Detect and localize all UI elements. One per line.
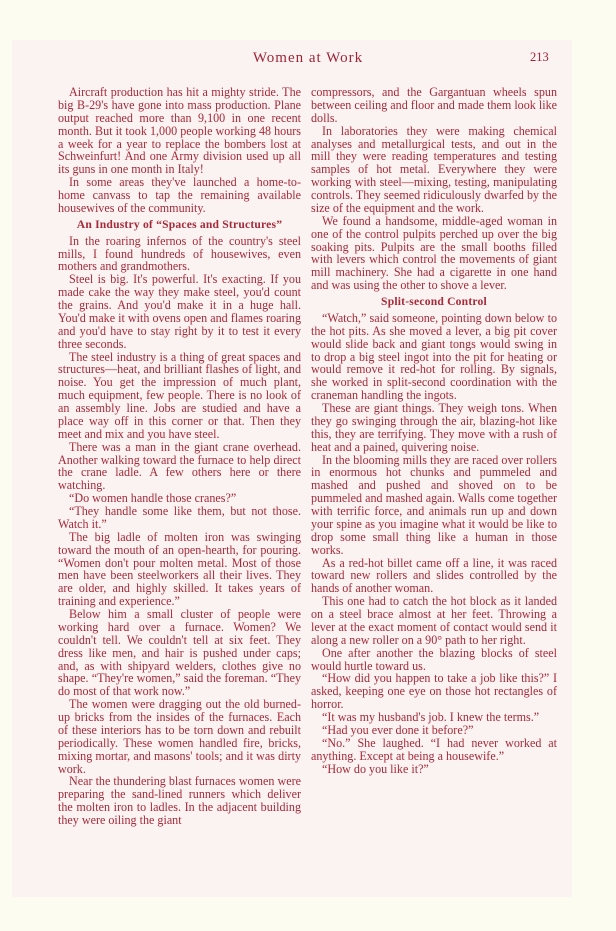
paragraph: The women were dragging out the old burned-up bricks from the insides of the furnaces. Each of these interiors has to be torn down and rebuilt periodically. These women handled fire, bricks, mixing mortar, and masons' tools; and it was dirty work. bbox=[58, 697, 301, 776]
paragraph: “How did you happen to take a job like this?” I asked, keeping one eye on those hot rectangles of horror. bbox=[311, 671, 557, 712]
paragraph: Below him a small cluster of people were working hard over a furnace. Women? We couldn't tell. We couldn't tell at six feet. They dress like men, and hair is pushed under caps; and, as with shipyard welders, clothes give no shape. “They're women,” said the foreman. “They do most of that work now.” bbox=[58, 607, 301, 699]
paragraph: In some areas they've launched a home-to-home canvass to tap the remaining available housewives of the community. bbox=[58, 175, 301, 215]
paragraph: The steel industry is a thing of great spaces and structures—heat, and brilliant flashes of light, and noise. You get the impression of much plant, much equipment, few people. There is no look of an assembly line. Jobs are studied and have a place way off in this corner or that. Then they meet and mix and you have steel. bbox=[58, 349, 301, 441]
paragraph: “No.” She laughed. “I had never worked at anything. Except at being a housewife.” bbox=[311, 735, 557, 763]
page-number: 213 bbox=[530, 50, 549, 64]
paragraph: Steel is big. It's powerful. It's exacting. If you made cake the way they make steel, you'd count the grains. And you'd make it in a huge hall. You'd make it with ovens open and flames roaring and you'd have to stay right by it to test it every three seconds. bbox=[58, 272, 301, 351]
paragraph: Near the thundering blast furnaces women were preparing the sand-lined runners which deliver the molten iron to ladles. In the adjacent building they were oiling the giant bbox=[58, 774, 301, 827]
running-title: Women at Work bbox=[252, 50, 364, 66]
section-heading: Split-second Control bbox=[381, 295, 487, 308]
paragraph: These are giant things. They weigh tons. When they go swinging through the air, blazing-hot like this, they are terrifying. They move with a rush of heat and a pained, quivering noise. bbox=[311, 401, 557, 454]
paragraph: This one had to catch the hot block as it landed on a steel brace almost at her feet. Throwing a lever at the exact moment of contact would send it along a new roller on a 90° path to her right. bbox=[311, 594, 557, 647]
running-head bbox=[0, 50, 616, 70]
right-column bbox=[311, 86, 557, 775]
paragraph: compressors, and the Gargantuan wheels spun between ceiling and floor and made them look like dolls. bbox=[311, 85, 557, 125]
paragraph: “It was my husband's job. I knew the terms.” bbox=[322, 710, 540, 724]
paragraph: “How do you like it?” bbox=[322, 761, 429, 776]
paragraph: In laboratories they were making chemical analyses and metallurgical tests, and out in the mill they were reading temperatures and testing samples of hot metal. Everywhere they were working with steel—mixing, testing, manipulating controls. They seemed ridiculously dwarfed by the size of the equipment and the work. bbox=[311, 123, 557, 215]
paragraph: “They handle some like them, but not those. Watch it.” bbox=[58, 504, 301, 531]
paragraph: The big ladle of molten iron was swinging toward the mouth of an open-hearth, for pouring. “Women don't pour molten metal. Most of those men have been steelworkers all their lives. They are older, and highly skilled. It takes years of training and experience.” bbox=[58, 529, 301, 609]
paragraph: “Had you ever done it before?” bbox=[322, 722, 474, 737]
paragraph: One after another the blazing blocks of steel would hurtle toward us. bbox=[311, 645, 557, 673]
left-column bbox=[58, 86, 301, 827]
paragraph: We found a handsome, middle-aged woman in one of the control pulpits perched up over the big soaking pits. Pulpits are the small booths filled with levers which control the movements of giant mill machinery. She had a cigarette in one hand and was using the other to shove a lever. bbox=[311, 213, 557, 293]
paragraph: “Do women handle those cranes?” bbox=[69, 491, 237, 506]
section-heading: An Industry of “Spaces and Structures” bbox=[76, 217, 283, 231]
paragraph: In the blooming mills they are raced over rollers in enormous hot chunks and pummeled and mashed and pushed and shoved on to be pummeled and mashed again. Walls come together with terrific force, and animals run up and down your spine as you imagine what it would be like to drop some small thing like a human in those works. bbox=[311, 452, 557, 557]
paragraph: In the roaring infernos of the country's steel mills, I found hundreds of housewives, even mothers and grandmothers. bbox=[58, 233, 301, 274]
paragraph: As a red-hot billet came off a line, it was raced toward new rollers and slides controlled by the hands of another woman. bbox=[311, 555, 557, 596]
paragraph: There was a man in the giant crane overhead. Another walking toward the furnace to help direct the crane ladle. A few others here or there watching. bbox=[58, 439, 301, 493]
paragraph: Aircraft production has hit a mighty stride. The big B-29's have gone into mass production. Plane output reached more than 9,100 in one recent month. But it took 1,000 people working 48 hours a week for a year to replace the bombers lost at Schweinfurt! And one Army division used up all its guns in one month in Italy! bbox=[58, 85, 301, 177]
paragraph: “Watch,” said someone, pointing down below to the hot pits. As she moved a lever, a big pit cover would slide back and giant tongs would swing in to drop a big steel ingot into the pit for heating or would remove it red-hot for rolling. By signals, she worked in split-second coordination with the craneman handling the ingots. bbox=[311, 310, 557, 403]
